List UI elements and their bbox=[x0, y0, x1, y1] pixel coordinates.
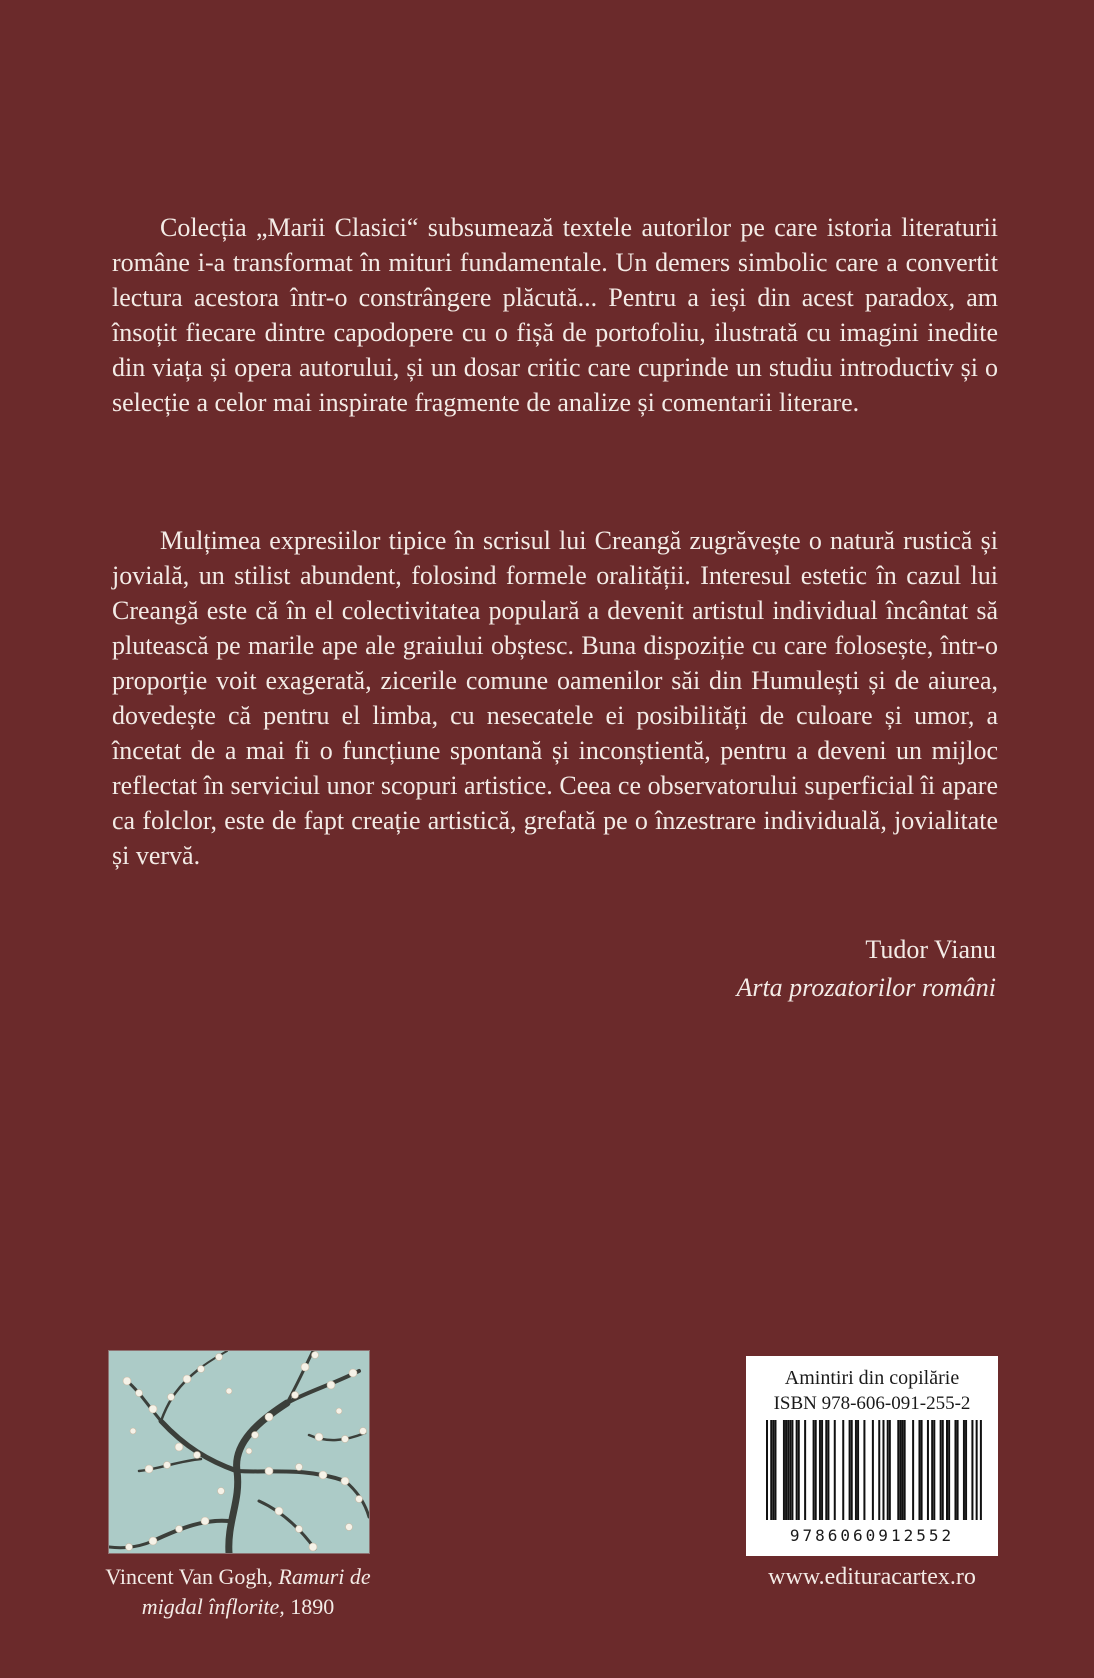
barcode-bar bbox=[918, 1420, 920, 1520]
series-description-text: Colecția „Marii Clasici“ subsumează textele autorilor pe care istoria literaturii române i-a transformat în mituri fundamentale. Un demers simbolic care a convertit lectura acestora într-o constrângere plăcută... Pentru a ieși din acest paradox, am însoțit fiecare dintre capodopere cu o fișă de portofoliu, ilustrată cu imagini inedite din viața și opera autorului, și un dosar critic care cuprinde un studiu introductiv și o selecție a celor mai inspirate fragmente de analize și comentarii literare. bbox=[112, 213, 998, 417]
barcode-bar bbox=[933, 1420, 935, 1520]
barcode-bar bbox=[842, 1420, 844, 1520]
quote-source-work: Arta prozatorilor români bbox=[736, 973, 996, 1002]
barcode-bar bbox=[796, 1420, 798, 1520]
barcode-bar bbox=[813, 1420, 815, 1520]
barcode-bar bbox=[851, 1420, 853, 1520]
barcode-bars bbox=[766, 1420, 982, 1520]
barcode-bar bbox=[921, 1420, 923, 1520]
barcode-bar bbox=[971, 1420, 973, 1520]
barcode-bar bbox=[897, 1420, 899, 1520]
barcode-bar bbox=[857, 1420, 859, 1520]
barcode-bar bbox=[965, 1420, 967, 1520]
barcode-bar bbox=[791, 1420, 793, 1520]
barcode-bar bbox=[783, 1420, 785, 1520]
barcode-digits: 9786060912552 bbox=[789, 1526, 955, 1545]
barcode-bar bbox=[855, 1420, 857, 1520]
barcode-bar bbox=[976, 1420, 978, 1520]
barcode-bar bbox=[878, 1420, 880, 1520]
painting-artwork bbox=[109, 1351, 369, 1553]
barcode-bar bbox=[954, 1420, 956, 1520]
barcode-bar bbox=[980, 1420, 982, 1520]
barcode-bar bbox=[787, 1420, 789, 1520]
barcode-bar bbox=[785, 1420, 787, 1520]
barcode-bar bbox=[887, 1420, 889, 1520]
barcode-bar bbox=[766, 1420, 768, 1520]
barcode-bar bbox=[946, 1420, 948, 1520]
barcode-bar bbox=[927, 1420, 929, 1520]
barcode-bar bbox=[815, 1420, 817, 1520]
painting-year: 1890 bbox=[290, 1594, 335, 1619]
barcode-bar bbox=[770, 1420, 772, 1520]
quote-author: Tudor Vianu bbox=[865, 935, 996, 964]
barcode-bar bbox=[948, 1420, 950, 1520]
barcode-bar bbox=[819, 1420, 821, 1520]
critic-quote bbox=[112, 523, 998, 873]
barcode-bar bbox=[889, 1420, 891, 1520]
barcode-bar bbox=[940, 1420, 942, 1520]
barcode-bar bbox=[774, 1420, 776, 1520]
painting-title: Ramuri de migdal înflorite, bbox=[141, 1564, 371, 1619]
barcode-bar bbox=[912, 1420, 914, 1520]
isbn-barcode-label bbox=[746, 1356, 998, 1556]
barcode-bar bbox=[902, 1420, 904, 1520]
barcode-bar bbox=[798, 1420, 800, 1520]
painting-artist: Vincent Van Gogh, bbox=[105, 1564, 273, 1589]
barcode-bar bbox=[834, 1420, 836, 1520]
barcode-bar bbox=[825, 1420, 827, 1520]
barcode-bar bbox=[789, 1420, 791, 1520]
quote-attribution bbox=[736, 931, 996, 1007]
critic-quote-text: Mulțimea expresiilor tipice în scrisul lui Creangă zugrăvește o natură rustică și jovială, un stilist abundent, folosind formele oralității. Interesul estetic în cazul lui Creangă este că în el colectivitatea populară a devenit artistul individual încântat să plutească pe marile ape ale graiului obștesc. Buna dispoziție cu care folosește, într-o proporție voit exagerată, zicerile comune oamenilor săi din Humulești și de aiurea, dovedește că pentru el limba, cu nesecatele ei posibilități de culoare și umor, a încetat de a mai fi o funcțiune spontană și inconștientă, pentru a deveni un mijloc reflectat în serviciul unor scopuri artistice. Ceea ce observatorului superficial îi apare ca folclor, este de fapt creație artistică, grefată pe o înzestrare individuală, jovialitate și vervă. bbox=[112, 526, 998, 870]
painting-caption bbox=[96, 1562, 380, 1622]
barcode-isbn: ISBN 978-606-091-255-2 bbox=[773, 1393, 971, 1414]
barcode-bar bbox=[827, 1420, 829, 1520]
barcode-bar bbox=[942, 1420, 944, 1520]
barcode-bar bbox=[772, 1420, 774, 1520]
barcode-bar bbox=[882, 1420, 884, 1520]
barcode-bar bbox=[804, 1420, 806, 1520]
barcode-bar bbox=[849, 1420, 851, 1520]
barcode-bar bbox=[963, 1420, 965, 1520]
publisher-website: www.edituracartex.ro bbox=[768, 1564, 976, 1590]
barcode-bar bbox=[904, 1420, 906, 1520]
barcode-bar bbox=[957, 1420, 959, 1520]
barcode-bar bbox=[899, 1420, 901, 1520]
barcode-bar bbox=[821, 1420, 823, 1520]
almond-blossom-painting bbox=[108, 1350, 370, 1554]
barcode-bar bbox=[931, 1420, 933, 1520]
series-description bbox=[112, 210, 998, 420]
barcode-book-title: Amintiri din copilărie bbox=[784, 1367, 960, 1389]
barcode-bar bbox=[863, 1420, 865, 1520]
barcode-bar bbox=[872, 1420, 874, 1520]
